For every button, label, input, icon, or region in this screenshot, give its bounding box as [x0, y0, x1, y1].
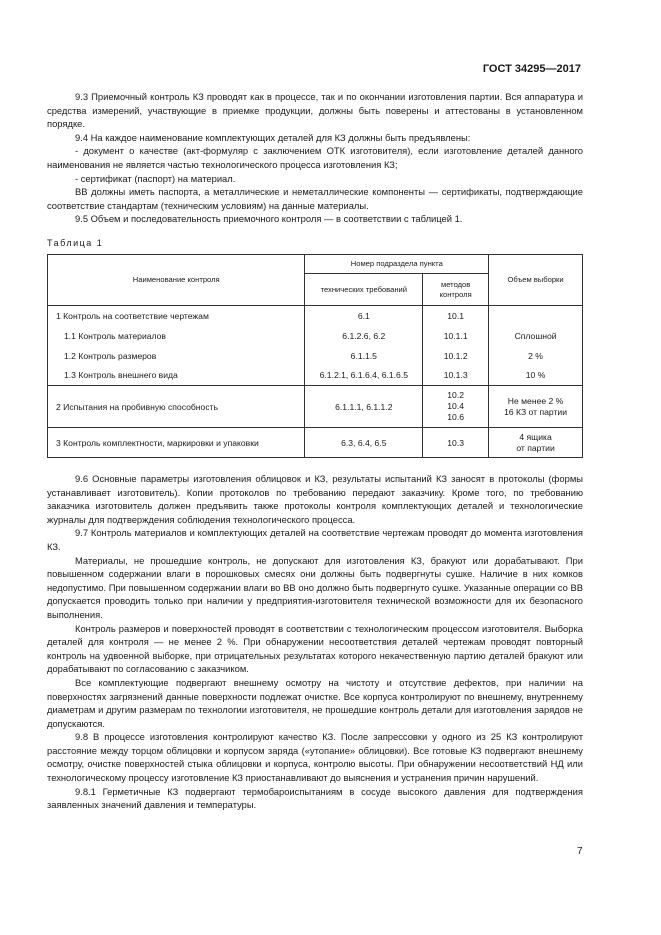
paragraph-9-5: 9.5 Объем и последовательность приемочного контроля — в соответствии с таблицей 1.	[75, 213, 463, 225]
table-row	[48, 306, 583, 326]
row-name: 3 Контроль комплектности, маркировки и упаковки	[48, 428, 305, 458]
paragraph-9-7: 9.7 Контроль материалов и комплектующих деталей на соответствие чертежам проводят до момента изготовления КЗ.	[47, 527, 583, 552]
row-methods: 10.2 10.4 10.6	[423, 386, 489, 428]
row-volume	[489, 306, 583, 326]
paragraph-sizes: Контроль размеров и поверхностей проводят в соответствии с технологическим процессом изготовителя. Выборка деталей для контроля — не менее 2 %. При обнаружении несоответствия деталей чертежам проводят повторный контроль на удвоенной выборке, при отрицательных результатах которого некачественную партию деталей бракуют или дорабатывают по согласованию с заказчиком.	[47, 622, 583, 675]
header-name: Наименование контроля	[48, 255, 305, 306]
paragraph-components: Все комплектующие подвергают внешнему осмотру на чистоту и отсутствие дефектов, при наличии на поверхностях загрязнений данные поверхности подлежат очистке. Все корпуса контролируют по внешнему, внутреннему диаметрам и другим размерам по технологии изготовителя, не прошедшие контроль детали для изготовления зарядов не допускаются.	[47, 676, 583, 729]
row-volume: 2 %	[489, 346, 583, 366]
row-name: 1 Контроль на соответствие чертежам	[48, 306, 305, 326]
row-methods: 10.1.2	[423, 346, 489, 366]
row-volume: Не менее 2 % 16 КЗ от партии	[489, 386, 583, 428]
row-volume: 4 ящика от партии	[489, 428, 583, 458]
paragraph-materials: Материалы, не прошедшие контроль, не допускают для изготовления КЗ, бракуют или дорабатывают. При повышенном содержании влаги в порошковых смесях они должны быть подвергнуты сушке. Наличие в них комков недопустимо. При повышенном содержании влаги во ВВ оно должно быть подвергнуто сушке. Указанные операции со ВВ допускается проводить только при наличии у предприятия-изготовителя технической возможности для их безопасного выполнения.	[47, 554, 583, 620]
row-name: 2 Испытания на пробивную способность	[48, 386, 305, 428]
paragraph-9-3: 9.3 Приемочный контроль КЗ проводят как в процессе, так и по окончании изготовления партии. Вся аппаратура и средства измерений, участвующие в приемке продукции, должны быть поверены и аттестованы в установленном порядке.	[47, 91, 583, 130]
bottom-text-block	[47, 472, 583, 812]
row-methods: 10.3	[423, 428, 489, 458]
table-row	[48, 428, 583, 458]
header-group: Номер подраздела пункта	[305, 255, 489, 274]
document-header: ГОСТ 34295—2017	[482, 63, 581, 75]
row-tech: 6.3, 6.4, 6.5	[305, 428, 423, 458]
row-name: 1.3 Контроль внешнего вида	[48, 366, 305, 386]
row-volume: Сплошной	[489, 326, 583, 346]
header-methods: методов контроля	[423, 274, 489, 306]
row-volume: 10 %	[489, 366, 583, 386]
paragraph-9-8-1: 9.8.1 Герметичные КЗ подвергают термобароиспытаниям в сосуде высокого давления для подтверждения заявленных значений давления и температуры.	[47, 785, 583, 811]
paragraph-9-4: 9.4 На каждое наименование комплектующих деталей для КЗ должны быть предъявлены:	[75, 131, 471, 143]
header-tech: технических требований	[305, 274, 423, 306]
header-volume: Объем выборки	[489, 255, 583, 306]
row-name: 1.2 Контроль размеров	[48, 346, 305, 366]
row-tech: 6.1	[305, 306, 423, 326]
table-caption: Таблица 1	[47, 238, 104, 248]
row-methods: 10.1	[423, 306, 489, 326]
row-name: 1.1 Контроль материалов	[48, 326, 305, 346]
paragraph-9-6: 9.6 Основные параметры изготовления облицовок и КЗ, результаты испытаний КЗ заносят в протоколы (формы устанавливает изготовитель). Копии протоколов по требованию передают заказчику. Кроме того, по требованию заказчика изготовитель должен предъявить также протоколы контроля комплектующих деталей и технологические журналы для подтверждения соблюдения технологического процесса.	[47, 473, 583, 525]
row-methods: 10.1.1	[423, 326, 489, 346]
control-table	[47, 254, 583, 458]
row-methods: 10.1.3	[423, 366, 489, 386]
paragraph-vv: ВВ должны иметь паспорта, а металлические и неметаллические компоненты — сертификаты, подтверждающие соответствие стандартам (техническим условиям) на данные материалы.	[47, 186, 583, 211]
page-number: 7	[577, 846, 583, 857]
table-row	[48, 366, 583, 386]
row-tech: 6.1.2.1, 6.1.6.4, 6.1.6.5	[305, 366, 423, 386]
row-tech: 6.1.2.6, 6.2	[305, 326, 423, 346]
row-tech: 6.1.1.1, 6.1.1.2	[305, 386, 423, 428]
top-text-block	[47, 90, 583, 226]
table-row	[48, 326, 583, 346]
table-row	[48, 346, 583, 366]
table-row	[48, 386, 583, 428]
paragraph-9-8: 9.8 В процессе изготовления контролируют качество КЗ. После запрессовки у одного из 25 КЗ контролируют расстояние между торцом облицовки и корпусом заряда («утопание» облицовки). Все готовые КЗ подвергают внешнему осмотру, очистке поверхностей стыка облицовки и корпуса, контролю высоты. При обнаружении несоответствий НД или технологическому процессу изготовление КЗ приостанавливают до выяснения и устранения причин нарушений.	[47, 731, 583, 784]
list-item-certificate: - сертификат (паспорт) на материал.	[75, 172, 236, 184]
row-tech: 6.1.1.5	[305, 346, 423, 366]
list-item-document: - документ о качестве (акт-формуляр с заключением ОТК изготовителя), если изготовление деталей данного наименования не является частью технологического процесса изготовления КЗ;	[47, 145, 583, 170]
